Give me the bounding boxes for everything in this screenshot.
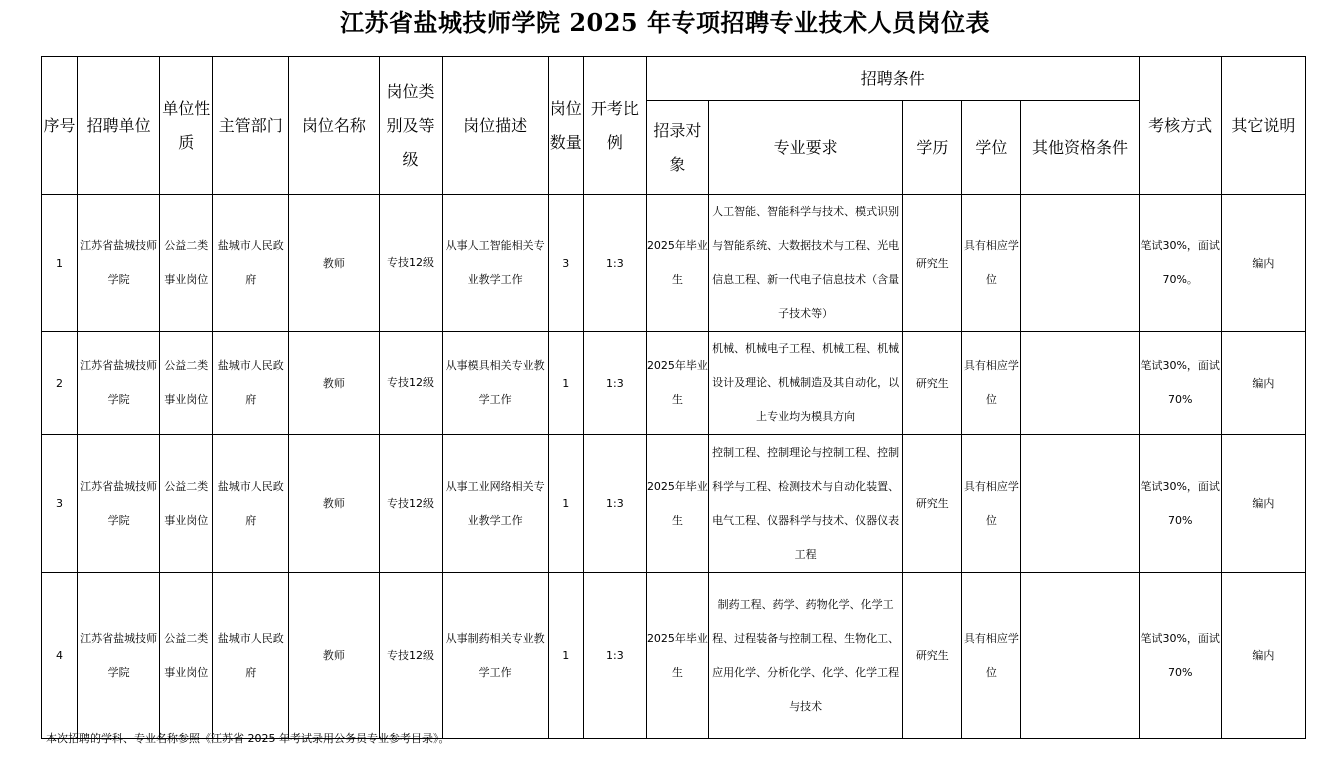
cell-major: 控制工程、控制理论与控制工程、控制科学与工程、检测技术与自动化装置、电气工程、仪器科学与技术、仪器仪表工程 (708, 435, 902, 573)
header-notes: 其它说明 (1221, 57, 1305, 195)
cell-ratio: 1:3 (583, 573, 646, 739)
cell-nature: 公益二类事业岗位 (160, 195, 213, 332)
header-target: 招录对象 (646, 101, 708, 195)
header-other-qual: 其他资格条件 (1021, 101, 1139, 195)
cell-count: 1 (548, 573, 583, 739)
cell-notes: 编内 (1221, 332, 1305, 435)
cell-other-qual (1021, 195, 1139, 332)
cell-category: 专技12级 (379, 573, 442, 739)
cell-category: 专技12级 (379, 332, 442, 435)
cell-count: 1 (548, 332, 583, 435)
cell-ratio: 1:3 (583, 332, 646, 435)
cell-desc: 从事工业网络相关专业教学工作 (442, 435, 548, 573)
cell-notes: 编内 (1221, 573, 1305, 739)
cell-unit: 江苏省盐城技师学院 (78, 195, 160, 332)
cell-degree: 具有相应学位 (962, 195, 1021, 332)
header-unit: 招聘单位 (78, 57, 160, 195)
cell-notes: 编内 (1221, 435, 1305, 573)
cell-position: 教师 (289, 332, 379, 435)
header-count: 岗位数量 (548, 57, 583, 195)
cell-target: 2025年毕业生 (646, 573, 708, 739)
cell-major: 制药工程、药学、药物化学、化学工程、过程装备与控制工程、生物化工、应用化学、分析化学、化学、化学工程与技术 (708, 573, 902, 739)
positions-table (41, 56, 1306, 739)
header-degree: 学位 (962, 101, 1021, 195)
cell-position: 教师 (289, 573, 379, 739)
header-position: 岗位名称 (289, 57, 379, 195)
cell-dept: 盐城市人民政府 (213, 195, 289, 332)
cell-unit: 江苏省盐城技师学院 (78, 573, 160, 739)
cell-dept: 盐城市人民政府 (213, 435, 289, 573)
cell-target: 2025年毕业生 (646, 332, 708, 435)
cell-major: 人工智能、智能科学与技术、模式识别与智能系统、大数据技术与工程、光电信息工程、新一代电子信息技术（含量子技术等） (708, 195, 902, 332)
cell-desc: 从事人工智能相关专业教学工作 (442, 195, 548, 332)
cell-degree: 具有相应学位 (962, 332, 1021, 435)
cell-degree: 具有相应学位 (962, 573, 1021, 739)
table-row (42, 195, 1306, 332)
cell-degree: 具有相应学位 (962, 435, 1021, 573)
cell-assessment: 笔试30%，面试70%。 (1139, 195, 1221, 332)
table-row (42, 573, 1306, 739)
cell-nature: 公益二类事业岗位 (160, 573, 213, 739)
table-row (42, 332, 1306, 435)
cell-target: 2025年毕业生 (646, 435, 708, 573)
page-title: 江苏省盐城技师学院 2025 年专项招聘专业技术人员岗位表 (339, 8, 990, 37)
cell-other-qual (1021, 332, 1139, 435)
cell-assessment: 笔试30%，面试70% (1139, 573, 1221, 739)
cell-count: 3 (548, 195, 583, 332)
header-category: 岗位类别及等级 (379, 57, 442, 195)
header-education: 学历 (903, 101, 962, 195)
cell-desc: 从事制药相关专业教学工作 (442, 573, 548, 739)
table-row (42, 435, 1306, 573)
cell-nature: 公益二类事业岗位 (160, 435, 213, 573)
cell-dept: 盐城市人民政府 (213, 332, 289, 435)
cell-education: 研究生 (903, 573, 962, 739)
cell-category: 专技12级 (379, 195, 442, 332)
footnote: 本次招聘的学科、专业名称参照《江苏省 2025 年考试录用公务员专业参考目录》。 (46, 732, 450, 745)
header-ratio: 开考比例 (583, 57, 646, 195)
cell-notes: 编内 (1221, 195, 1305, 332)
header-assessment: 考核方式 (1139, 57, 1221, 195)
cell-seq: 1 (42, 195, 78, 332)
cell-seq: 3 (42, 435, 78, 573)
cell-unit: 江苏省盐城技师学院 (78, 332, 160, 435)
header-dept: 主管部门 (213, 57, 289, 195)
header-desc: 岗位描述 (442, 57, 548, 195)
cell-assessment: 笔试30%，面试70% (1139, 435, 1221, 573)
header-major: 专业要求 (708, 101, 902, 195)
cell-unit: 江苏省盐城技师学院 (78, 435, 160, 573)
cell-ratio: 1:3 (583, 195, 646, 332)
cell-major: 机械、机械电子工程、机械工程、机械设计及理论、机械制造及其自动化，以上专业均为模具方向 (708, 332, 902, 435)
cell-seq: 2 (42, 332, 78, 435)
cell-count: 1 (548, 435, 583, 573)
cell-education: 研究生 (903, 195, 962, 332)
cell-other-qual (1021, 573, 1139, 739)
cell-education: 研究生 (903, 332, 962, 435)
header-seq: 序号 (42, 57, 78, 195)
cell-seq: 4 (42, 573, 78, 739)
cell-ratio: 1:3 (583, 435, 646, 573)
cell-desc: 从事模具相关专业教学工作 (442, 332, 548, 435)
cell-education: 研究生 (903, 435, 962, 573)
cell-position: 教师 (289, 195, 379, 332)
header-nature: 单位性质 (160, 57, 213, 195)
cell-other-qual (1021, 435, 1139, 573)
header-row-1 (42, 57, 1306, 101)
cell-target: 2025年毕业生 (646, 195, 708, 332)
cell-nature: 公益二类事业岗位 (160, 332, 213, 435)
cell-dept: 盐城市人民政府 (213, 573, 289, 739)
cell-category: 专技12级 (379, 435, 442, 573)
header-conditions: 招聘条件 (646, 57, 1139, 101)
cell-assessment: 笔试30%，面试70% (1139, 332, 1221, 435)
cell-position: 教师 (289, 435, 379, 573)
